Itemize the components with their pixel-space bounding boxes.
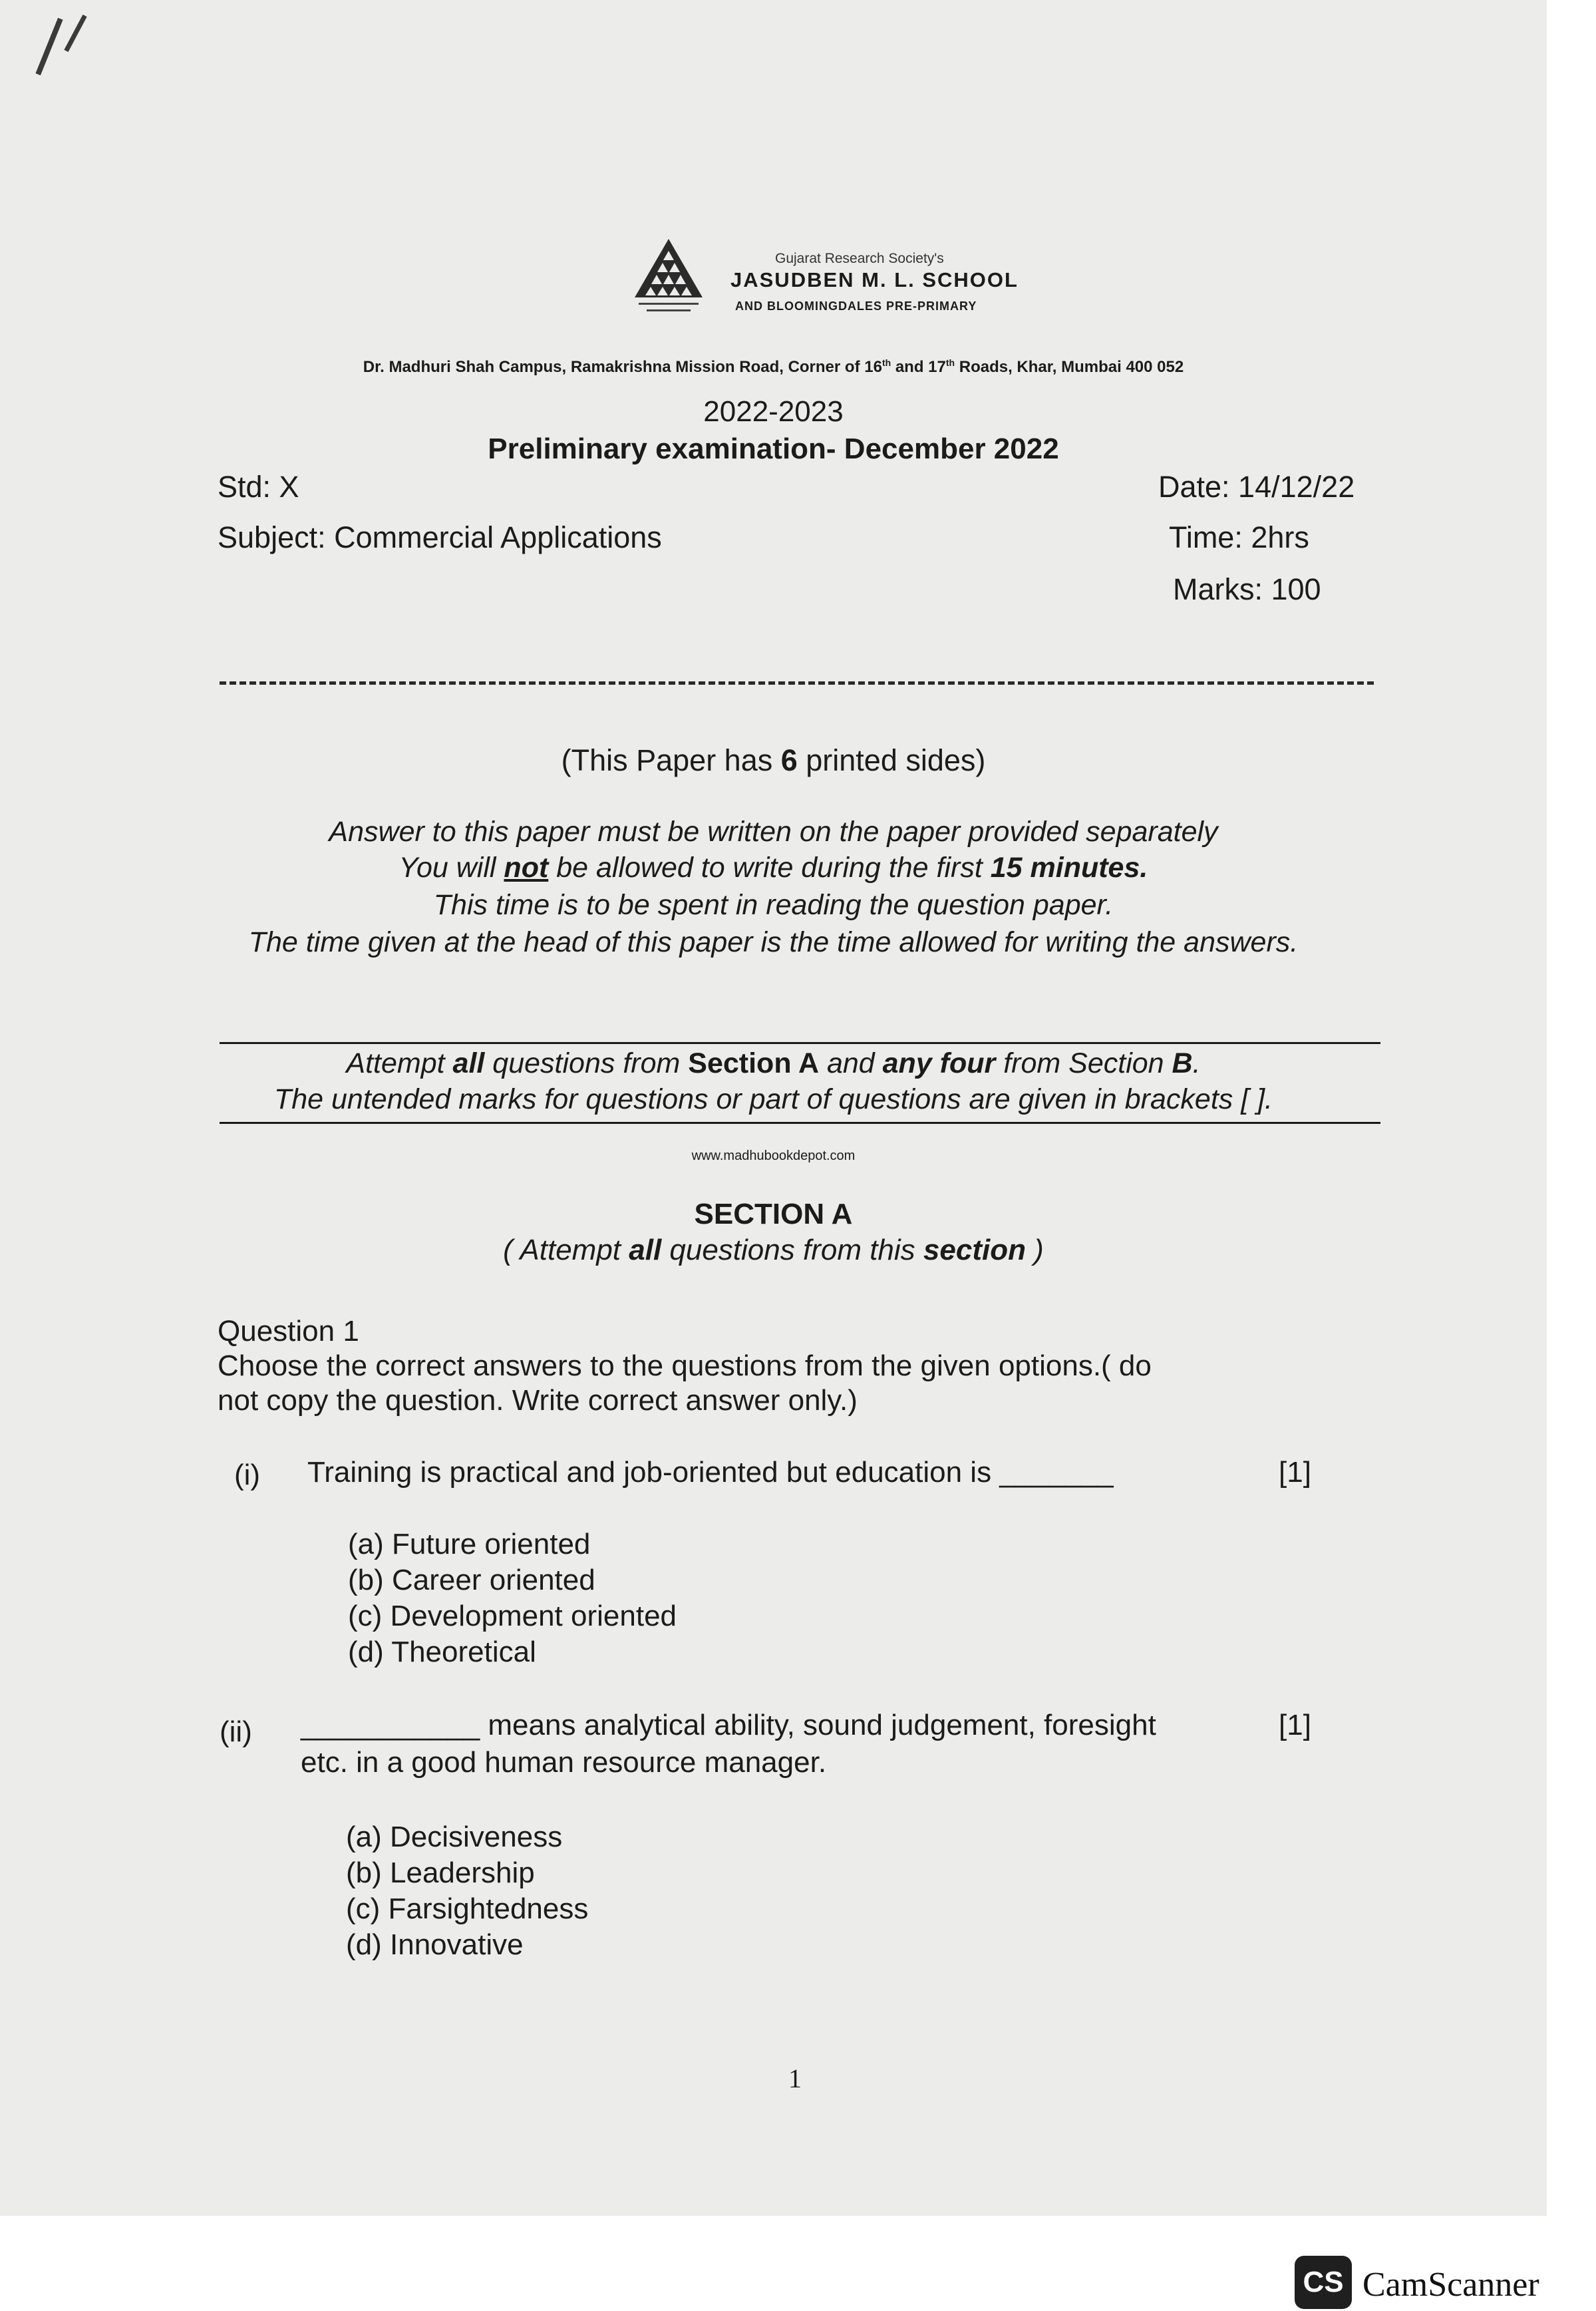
school-logo-block (632, 236, 1064, 336)
question-label: Question 1 (218, 1315, 359, 1347)
option: (b) Leadership (346, 1857, 535, 1889)
option: (a) Decisiveness (346, 1821, 563, 1853)
time-label: Time: 2hrs (1169, 520, 1309, 554)
attempt-bottom-rule (220, 1122, 1380, 1124)
question-instruction-2: not copy the question. Write correct answer only.) (218, 1384, 858, 1417)
printed-sides-note: (This Paper has 6 printed sides) (561, 743, 986, 777)
option: (d) Innovative (346, 1928, 524, 1961)
option: (c) Development oriented (348, 1600, 677, 1632)
option: (d) Theoretical (348, 1636, 536, 1668)
dashed-divider (220, 681, 1374, 685)
academic-year: 2022-2023 (703, 395, 844, 428)
website-watermark: www.madhubookdepot.com (691, 1149, 856, 1163)
item-marks: [1] (1279, 1456, 1311, 1489)
page-number: 1 (788, 2063, 802, 2093)
std-label: Std: X (218, 470, 299, 504)
exam-title: Preliminary examination- December 2022 (488, 433, 1059, 465)
instruction-line-1: Answer to this paper must be written on the paper provided separately (329, 816, 1218, 848)
item-marks: [1] (1279, 1709, 1311, 1741)
school-crest-icon (632, 236, 705, 316)
item-number: (i) (234, 1459, 261, 1491)
item-text: ___________ means analytical ability, sound judgement, foresight (301, 1709, 1156, 1741)
camscanner-logo-icon: CS (1295, 2256, 1352, 2309)
school-subtitle: AND BLOOMINGDALES PRE-PRIMARY (735, 299, 977, 313)
attempt-instruction-1: Attempt all questions from Section A and any four from Section B. (346, 1047, 1201, 1079)
instruction-line-3: This time is to be spent in reading the question paper. (433, 889, 1114, 921)
section-subtitle: ( Attempt all questions from this section ) (503, 1234, 1044, 1266)
attempt-top-rule (220, 1042, 1380, 1044)
question-instruction-1: Choose the correct answers to the questions from the given options.( do (218, 1349, 1152, 1382)
society-name: Gujarat Research Society's (775, 251, 944, 266)
item-text-continued: etc. in a good human resource manager. (301, 1746, 827, 1779)
attempt-instruction-2: The untended marks for questions or part of questions are given in brackets [ ]. (273, 1083, 1273, 1115)
scan-mark (64, 15, 86, 52)
option: (c) Farsightedness (346, 1892, 589, 1925)
marks-label: Marks: 100 (1173, 572, 1321, 606)
school-address: Dr. Madhuri Shah Campus, Ramakrishna Mission Road, Corner of 16th and 17th Roads, Khar, Mumbai 400 052 (363, 357, 1184, 376)
instruction-line-2: You will not be allowed to write during the first 15 minutes. (399, 852, 1148, 884)
section-title: SECTION A (694, 1198, 853, 1230)
instruction-line-4: The time given at the head of this paper is the time allowed for writing the answers. (248, 926, 1299, 958)
item-number: (ii) (220, 1715, 252, 1748)
scan-mark (35, 18, 63, 75)
option: (a) Future oriented (348, 1528, 591, 1560)
option: (b) Career oriented (348, 1564, 595, 1596)
camscanner-label: CamScanner (1362, 2266, 1539, 2304)
date-label: Date: 14/12/22 (1158, 470, 1355, 504)
school-name: JASUDBEN M. L. SCHOOL (730, 268, 1019, 291)
item-text: Training is practical and job-oriented but education is _______ (307, 1456, 1114, 1489)
subject-label: Subject: Commercial Applications (218, 520, 662, 554)
